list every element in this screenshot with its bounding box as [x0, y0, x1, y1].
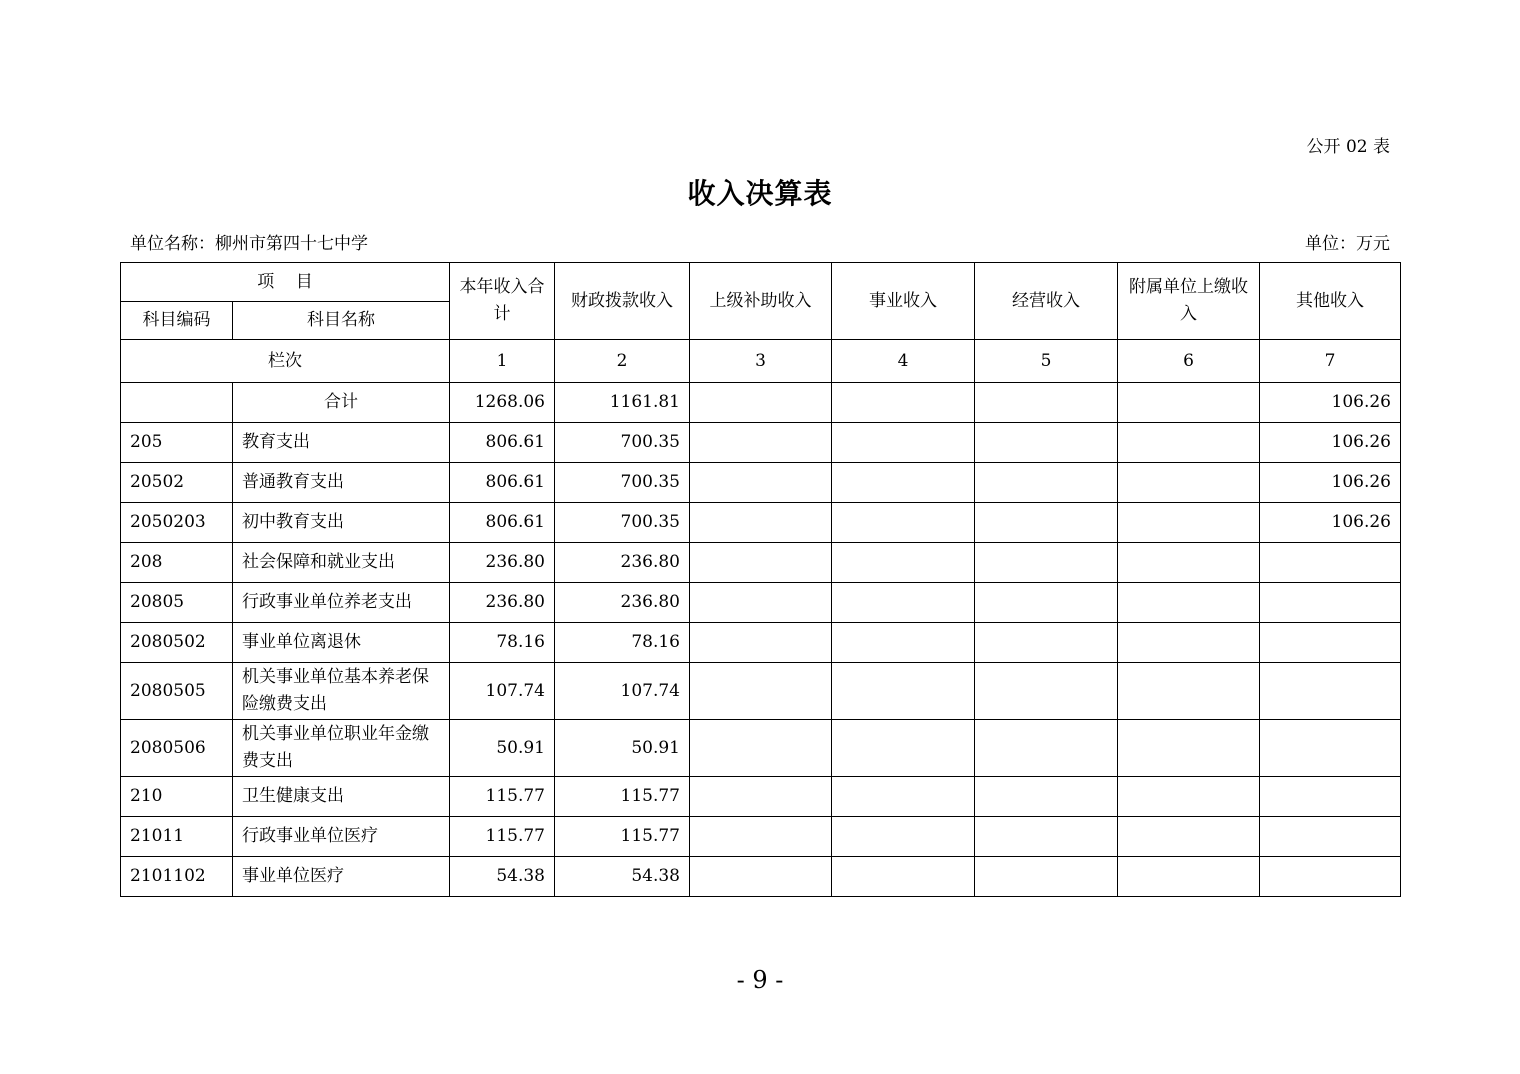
cell-business	[832, 817, 975, 857]
cell-superior	[690, 817, 832, 857]
cell-operating	[975, 623, 1118, 663]
cell-code: 20502	[121, 463, 233, 503]
cell-code: 2050203	[121, 503, 233, 543]
cell-business	[832, 543, 975, 583]
cell-total: 115.77	[450, 817, 555, 857]
cell-fiscal: 115.77	[555, 777, 690, 817]
cell-superior	[690, 383, 832, 423]
cell-name: 合计	[233, 383, 450, 423]
page-title: 收入决算表	[687, 177, 833, 210]
header-business: 事业收入	[832, 263, 975, 340]
header-item: 项 目	[121, 263, 450, 302]
cell-affiliated	[1118, 817, 1260, 857]
cell-code: 20805	[121, 583, 233, 623]
cell-total: 50.91	[450, 720, 555, 777]
cell-fiscal: 1161.81	[555, 383, 690, 423]
column-index: 3	[690, 340, 832, 383]
cell-total: 236.80	[450, 583, 555, 623]
cell-superior	[690, 423, 832, 463]
cell-affiliated	[1118, 663, 1260, 720]
cell-name: 事业单位医疗	[233, 857, 450, 897]
table-row	[121, 423, 1401, 463]
cell-total: 1268.06	[450, 383, 555, 423]
cell-name: 普通教育支出	[233, 463, 450, 503]
cell-superior	[690, 720, 832, 777]
cell-superior	[690, 623, 832, 663]
cell-operating	[975, 583, 1118, 623]
cell-fiscal: 700.35	[555, 423, 690, 463]
table-row	[121, 503, 1401, 543]
cell-other: 106.26	[1260, 503, 1401, 543]
cell-fiscal: 236.80	[555, 543, 690, 583]
cell-fiscal: 700.35	[555, 463, 690, 503]
table-row	[121, 383, 1401, 423]
cell-code: 210	[121, 777, 233, 817]
column-index-row	[121, 340, 1401, 383]
header-row-top	[121, 263, 1401, 302]
header-operating: 经营收入	[975, 263, 1118, 340]
cell-business	[832, 423, 975, 463]
cell-business	[832, 777, 975, 817]
cell-name: 卫生健康支出	[233, 777, 450, 817]
column-index: 1	[450, 340, 555, 383]
table-row	[121, 817, 1401, 857]
cell-code: 2101102	[121, 857, 233, 897]
cell-affiliated	[1118, 720, 1260, 777]
cell-total: 806.61	[450, 463, 555, 503]
column-index: 4	[832, 340, 975, 383]
cell-operating	[975, 817, 1118, 857]
table-row	[121, 857, 1401, 897]
cell-code: 21011	[121, 817, 233, 857]
cell-affiliated	[1118, 383, 1260, 423]
cell-business	[832, 663, 975, 720]
table-code: 公开 02 表	[1306, 137, 1390, 157]
cell-fiscal: 236.80	[555, 583, 690, 623]
income-table	[120, 262, 1401, 897]
cell-affiliated	[1118, 777, 1260, 817]
cell-code: 2080505	[121, 663, 233, 720]
cell-affiliated	[1118, 503, 1260, 543]
column-index: 5	[975, 340, 1118, 383]
cell-total: 806.61	[450, 503, 555, 543]
cell-code	[121, 383, 233, 423]
cell-fiscal: 50.91	[555, 720, 690, 777]
cell-name: 初中教育支出	[233, 503, 450, 543]
cell-affiliated	[1118, 423, 1260, 463]
cell-business	[832, 583, 975, 623]
cell-superior	[690, 503, 832, 543]
column-index: 6	[1118, 340, 1260, 383]
cell-superior	[690, 583, 832, 623]
cell-fiscal: 700.35	[555, 503, 690, 543]
header-fiscal: 财政拨款收入	[555, 263, 690, 340]
unit-name: 单位名称：柳州市第四十七中学	[130, 234, 368, 254]
cell-name: 社会保障和就业支出	[233, 543, 450, 583]
cell-fiscal: 115.77	[555, 817, 690, 857]
header-code: 科目编码	[121, 302, 233, 340]
cell-superior	[690, 857, 832, 897]
cell-other: 106.26	[1260, 383, 1401, 423]
cell-name: 事业单位离退休	[233, 623, 450, 663]
cell-operating	[975, 777, 1118, 817]
currency-unit: 单位：万元	[1305, 234, 1390, 254]
column-index-label: 栏次	[121, 340, 450, 383]
cell-operating	[975, 663, 1118, 720]
header-superior: 上级补助收入	[690, 263, 832, 340]
cell-code: 205	[121, 423, 233, 463]
cell-fiscal: 54.38	[555, 857, 690, 897]
cell-operating	[975, 543, 1118, 583]
cell-other: 106.26	[1260, 463, 1401, 503]
header-name: 科目名称	[233, 302, 450, 340]
table-row	[121, 543, 1401, 583]
cell-other	[1260, 817, 1401, 857]
cell-superior	[690, 543, 832, 583]
cell-operating	[975, 423, 1118, 463]
cell-affiliated	[1118, 857, 1260, 897]
cell-name: 行政事业单位医疗	[233, 817, 450, 857]
cell-superior	[690, 777, 832, 817]
table-row	[121, 663, 1401, 720]
cell-operating	[975, 720, 1118, 777]
cell-business	[832, 720, 975, 777]
cell-fiscal: 78.16	[555, 623, 690, 663]
header-other: 其他收入	[1260, 263, 1401, 340]
column-index: 7	[1260, 340, 1401, 383]
cell-other	[1260, 543, 1401, 583]
table-row	[121, 463, 1401, 503]
cell-total: 54.38	[450, 857, 555, 897]
cell-other	[1260, 623, 1401, 663]
cell-name: 机关事业单位基本养老保险缴费支出	[233, 663, 450, 720]
cell-other	[1260, 777, 1401, 817]
header-total: 本年收入合计	[450, 263, 555, 340]
cell-affiliated	[1118, 583, 1260, 623]
cell-other	[1260, 720, 1401, 777]
cell-business	[832, 383, 975, 423]
cell-business	[832, 503, 975, 543]
cell-code: 208	[121, 543, 233, 583]
cell-total: 107.74	[450, 663, 555, 720]
cell-total: 236.80	[450, 543, 555, 583]
table-row	[121, 583, 1401, 623]
cell-other: 106.26	[1260, 423, 1401, 463]
table-row	[121, 720, 1401, 777]
cell-affiliated	[1118, 463, 1260, 503]
cell-superior	[690, 663, 832, 720]
cell-code: 2080502	[121, 623, 233, 663]
cell-operating	[975, 463, 1118, 503]
page-number: - 9 -	[736, 966, 784, 994]
cell-other	[1260, 663, 1401, 720]
cell-business	[832, 623, 975, 663]
column-index: 2	[555, 340, 690, 383]
cell-business	[832, 857, 975, 897]
cell-fiscal: 107.74	[555, 663, 690, 720]
cell-total: 78.16	[450, 623, 555, 663]
cell-business	[832, 463, 975, 503]
cell-affiliated	[1118, 543, 1260, 583]
cell-name: 行政事业单位养老支出	[233, 583, 450, 623]
cell-operating	[975, 383, 1118, 423]
cell-total: 115.77	[450, 777, 555, 817]
cell-name: 机关事业单位职业年金缴费支出	[233, 720, 450, 777]
table-row	[121, 623, 1401, 663]
cell-other	[1260, 583, 1401, 623]
table-row	[121, 777, 1401, 817]
cell-code: 2080506	[121, 720, 233, 777]
cell-total: 806.61	[450, 423, 555, 463]
cell-operating	[975, 857, 1118, 897]
cell-affiliated	[1118, 623, 1260, 663]
cell-superior	[690, 463, 832, 503]
header-affiliated: 附属单位上缴收入	[1118, 263, 1260, 340]
cell-name: 教育支出	[233, 423, 450, 463]
cell-operating	[975, 503, 1118, 543]
cell-other	[1260, 857, 1401, 897]
